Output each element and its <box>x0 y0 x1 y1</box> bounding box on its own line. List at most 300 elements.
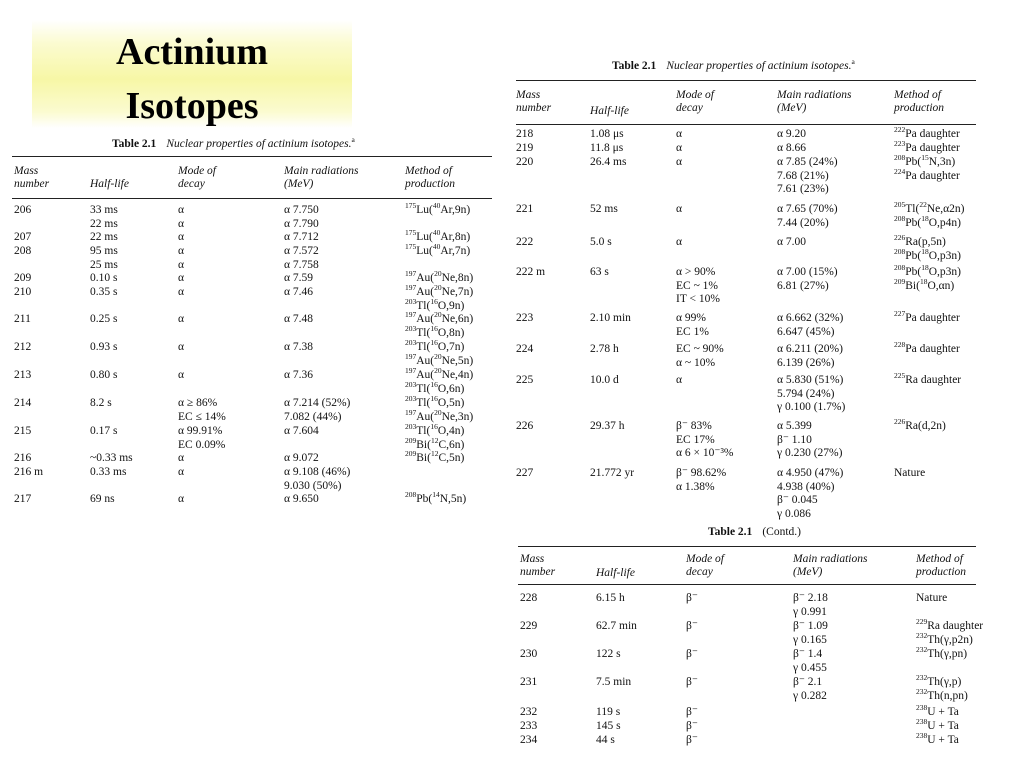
cell-line: α 7.59 <box>284 272 314 284</box>
cell-line: 214 <box>14 397 32 409</box>
table-row <box>12 366 492 395</box>
cell-half <box>90 245 118 272</box>
cell-mass <box>520 720 537 734</box>
table-caption <box>708 526 801 540</box>
isotope-table-continued <box>518 522 984 762</box>
cell-mode <box>676 420 733 461</box>
cell-line: 223 <box>516 312 534 324</box>
table-row <box>12 422 492 451</box>
table-caption-text: Nuclear properties of actinium isotopes. <box>166 138 352 150</box>
cell-line: 210 <box>14 286 32 298</box>
cell-line: 6.15 h <box>596 592 625 604</box>
cell-line: 224 <box>516 343 534 355</box>
cell-line: $^{197}$Au($^{20}$Ne,3n) <box>405 407 474 423</box>
cell-line: $^{226}$Ra(d,2n) <box>894 417 946 432</box>
cell-line: 0.10 s <box>90 272 118 284</box>
cell-line: 215 <box>14 425 32 437</box>
cell-mode <box>676 128 682 142</box>
cell-line: 222 <box>516 236 534 248</box>
cell-line: α <box>178 493 185 505</box>
cell-rad <box>284 493 319 507</box>
cell-line: 222 m <box>516 266 546 278</box>
cell-line: 11.8 μs <box>590 142 624 154</box>
cell-prod <box>894 233 961 263</box>
cell-rad <box>284 313 313 327</box>
cell-line: β⁻ 2.18 <box>793 592 828 604</box>
cell-prod <box>894 340 960 357</box>
cell-mode <box>178 341 184 355</box>
cell-half <box>596 676 631 690</box>
header-half-life: Half-life <box>90 178 129 190</box>
header-mass: Mass number <box>14 165 50 190</box>
table-row <box>12 283 492 312</box>
table-row <box>12 449 492 466</box>
cell-prod <box>916 617 984 647</box>
cell-line: 69 ns <box>90 493 115 505</box>
cell-line: $^{209}$Bi($^{18}$O,αn) <box>894 276 955 292</box>
cell-line: α <box>676 236 683 248</box>
cell-line: 7.5 min <box>596 676 632 688</box>
cell-line: IT < 10% <box>676 293 720 306</box>
cell-line: α <box>178 466 185 478</box>
cell-line: 217 <box>14 493 32 505</box>
table-row <box>12 201 492 230</box>
cell-rad <box>777 156 838 197</box>
cell-line: ~0.33 ms <box>90 452 133 464</box>
cell-line: β⁻ <box>686 734 698 746</box>
cell-mass <box>14 245 31 259</box>
table-row <box>516 153 976 196</box>
cell-mass <box>14 341 31 355</box>
cell-mode <box>178 313 184 327</box>
table-row <box>12 338 492 367</box>
cell-line: 145 s <box>596 720 621 732</box>
cell-line: $^{223}$Pa daughter <box>894 139 960 154</box>
cell-line: 2.78 h <box>590 343 619 355</box>
cell-half <box>590 374 619 388</box>
cell-mode <box>676 312 709 339</box>
cell-line: α <box>676 156 683 168</box>
table-rule-top <box>518 546 976 547</box>
cell-prod <box>405 449 465 466</box>
cell-line: β⁻ <box>686 720 698 732</box>
cell-line: β⁻ <box>686 676 698 688</box>
header-production: Method of production <box>405 165 456 190</box>
cell-line: 1.08 μs <box>590 128 624 140</box>
cell-half <box>596 734 615 748</box>
cell-line: 229 <box>520 620 538 632</box>
header-radiations: Main radiations (MeV) <box>284 165 359 190</box>
cell-line: 228 <box>520 592 538 604</box>
cell-rad <box>284 245 319 272</box>
slide-title <box>32 20 352 128</box>
cell-line: γ 0.282 <box>793 689 827 702</box>
cell-rad <box>793 620 828 647</box>
cell-line: $^{197}$Au($^{20}$Ne,4n) <box>405 366 474 381</box>
table-row <box>516 417 976 460</box>
cell-line: 22 ms <box>90 231 118 243</box>
cell-line: α <box>178 272 185 284</box>
cell-mode <box>686 706 698 720</box>
cell-half <box>590 236 612 250</box>
cell-line: $^{226}$Ra(p,5n) <box>894 233 946 248</box>
cell-line: 206 <box>14 204 32 216</box>
cell-line: Nature <box>894 467 926 479</box>
cell-line: α 6 × 10⁻³% <box>676 447 734 460</box>
cell-line: $^{208}$Pb($^{18}$O,p3n) <box>894 246 961 262</box>
cell-line: $^{203}$Tl($^{16}$O,6n) <box>405 379 465 395</box>
cell-line: α 9.072 <box>284 452 319 464</box>
cell-line: 207 <box>14 231 32 243</box>
cell-mode <box>676 142 682 156</box>
cell-line: $^{229}$Ra daughter <box>916 617 984 632</box>
table-row <box>516 340 976 369</box>
cell-mode <box>686 734 698 748</box>
cell-mass <box>520 592 537 606</box>
cell-line: $^{208}$Pb($^{15}$N,3n) <box>894 153 956 168</box>
cell-rad <box>284 397 350 424</box>
cell-mode <box>676 467 726 494</box>
cell-line: 9.030 (50%) <box>284 479 342 492</box>
cell-line: $^{232}$Th(γ,p2n) <box>916 630 973 646</box>
cell-mode <box>178 425 225 452</box>
cell-rad <box>777 374 845 415</box>
cell-mode <box>178 466 184 480</box>
table-rule-header <box>518 584 976 585</box>
cell-line: α 9.20 <box>777 128 807 140</box>
cell-rad <box>793 648 827 675</box>
cell-mass <box>14 452 31 466</box>
cell-prod <box>405 366 474 396</box>
cell-line: EC ≤ 14% <box>178 410 226 423</box>
cell-line: β⁻ 1.09 <box>793 620 828 632</box>
cell-line: $^{209}$Bi($^{12}$C,5n) <box>405 449 465 464</box>
cell-line: α 7.790 <box>284 217 319 230</box>
cell-half <box>90 313 117 327</box>
cell-mode <box>178 397 226 424</box>
table-row <box>518 592 976 618</box>
cell-line: α 99.91% <box>178 425 223 437</box>
cell-line: 230 <box>520 648 538 660</box>
cell-mass <box>516 467 533 481</box>
cell-mass <box>516 203 533 217</box>
cell-line: γ 0.991 <box>793 605 827 618</box>
cell-line: 0.80 s <box>90 369 118 381</box>
cell-mode <box>178 245 184 272</box>
cell-mass <box>520 734 537 748</box>
table-rule-header <box>12 198 492 199</box>
cell-prod <box>405 283 474 313</box>
cell-rad <box>777 312 843 339</box>
cell-half <box>90 341 117 355</box>
cell-line: EC ~ 1% <box>676 279 718 292</box>
cell-line: β⁻ 98.62% <box>676 467 727 479</box>
table-row <box>12 490 492 507</box>
cell-rad <box>793 592 828 619</box>
cell-line: 21.772 yr <box>590 467 635 479</box>
cell-half <box>596 720 621 734</box>
cell-line: β⁻ 83% <box>676 420 712 432</box>
cell-mass <box>516 374 533 388</box>
cell-line: α 7.758 <box>284 258 319 271</box>
cell-mass <box>516 128 533 142</box>
cell-line: 0.33 ms <box>90 466 127 478</box>
table-rule-header <box>516 124 976 125</box>
cell-mode <box>676 236 682 250</box>
cell-line: EC 1% <box>676 325 709 338</box>
cell-line: $^{208}$Pb($^{18}$O,p4n) <box>894 213 961 229</box>
header-mode: Mode of decay <box>676 89 715 114</box>
cell-line: 0.93 s <box>90 341 118 353</box>
cell-line: 2.10 min <box>590 312 631 324</box>
cell-line: 7.082 (44%) <box>284 410 342 423</box>
cell-mass <box>516 420 533 434</box>
table-caption <box>112 135 355 152</box>
cell-line: β⁻ <box>686 648 698 660</box>
cell-line: 62.7 min <box>596 620 637 632</box>
table-row <box>518 717 976 734</box>
cell-line: α <box>676 203 683 215</box>
cell-mode <box>676 203 682 217</box>
cell-line: 219 <box>516 142 534 154</box>
cell-line: α 6.211 (20%) <box>777 343 843 355</box>
cell-line: α 7.36 <box>284 369 314 381</box>
cell-line: 0.35 s <box>90 286 118 298</box>
cell-mode <box>676 343 724 370</box>
cell-line: α 7.38 <box>284 341 314 353</box>
table-row <box>518 617 984 646</box>
cell-line: α <box>676 128 683 140</box>
cell-line: α <box>178 245 185 257</box>
cell-mass <box>14 369 31 383</box>
cell-line: α 7.712 <box>284 231 319 243</box>
cell-line: α 7.572 <box>284 245 319 257</box>
cell-line: $^{208}$Pb($^{14}$N,5n) <box>405 490 467 505</box>
cell-line: α 4.950 (47%) <box>777 467 844 479</box>
cell-line: α 8.66 <box>777 142 807 154</box>
cell-line: $^{208}$Pb($^{18}$O,p3n) <box>894 263 961 278</box>
cell-rad <box>284 341 313 355</box>
cell-line: α 9.650 <box>284 493 319 505</box>
table-row <box>516 200 976 229</box>
cell-line: 22 ms <box>90 217 118 230</box>
table-row <box>518 731 976 748</box>
cell-line: α <box>178 313 185 325</box>
cell-line: $^{238}$U + Ta <box>916 731 959 746</box>
table-row <box>518 645 976 674</box>
cell-line: 63 s <box>590 266 609 278</box>
cell-half <box>590 266 609 280</box>
table-caption-note: a <box>851 57 855 67</box>
cell-line: 232 <box>520 706 538 718</box>
cell-line: 208 <box>14 245 32 257</box>
cell-line: 221 <box>516 203 534 215</box>
cell-mass <box>14 466 43 480</box>
cell-line: $^{227}$Pa daughter <box>894 309 960 324</box>
table-row <box>12 466 492 492</box>
cell-line: α <box>178 341 185 353</box>
cell-rad <box>284 204 319 231</box>
cell-line: $^{232}$Th(γ,pn) <box>916 645 968 660</box>
cell-line: 225 <box>516 374 534 386</box>
cell-line: α <box>178 231 185 243</box>
cell-half <box>590 142 623 156</box>
cell-mass <box>516 266 545 280</box>
header-radiations: Main radiations (MeV) <box>777 89 852 114</box>
cell-rad <box>284 286 313 300</box>
cell-line: α <box>178 452 185 464</box>
cell-line: $^{232}$Th(n,pn) <box>916 686 968 702</box>
cell-line: β⁻ 1.4 <box>793 648 823 660</box>
cell-rad <box>284 452 319 466</box>
cell-line: β⁻ <box>686 592 698 604</box>
cell-line: 218 <box>516 128 534 140</box>
cell-mode <box>686 720 698 734</box>
cell-line: 212 <box>14 341 32 353</box>
cell-half <box>90 286 117 300</box>
header-production: Method of production <box>894 89 945 114</box>
header-mass: Mass number <box>520 553 556 578</box>
cell-half <box>590 312 631 326</box>
cell-line: $^{232}$Th(γ,p) <box>916 673 962 688</box>
cell-line: $^{238}$U + Ta <box>916 703 959 718</box>
cell-line: $^{228}$Pa daughter <box>894 340 960 355</box>
cell-line: 234 <box>520 734 538 746</box>
cell-line: 4.938 (40%) <box>777 480 835 493</box>
cell-mode <box>178 452 184 466</box>
header-mass: Mass number <box>516 89 552 114</box>
table-row <box>516 139 976 156</box>
cell-line: α 1.38% <box>676 480 715 493</box>
cell-half <box>90 493 115 507</box>
cell-line: 6.139 (26%) <box>777 356 835 369</box>
cell-line: $^{203}$Tl($^{16}$O,4n) <box>405 422 465 437</box>
cell-line: $^{238}$U + Ta <box>916 717 959 732</box>
cell-mass <box>516 312 533 326</box>
cell-line: $^{197}$Au($^{20}$Ne,5n) <box>405 351 474 367</box>
cell-half <box>596 706 620 720</box>
cell-line: 10.0 d <box>590 374 619 386</box>
cell-half <box>596 592 625 606</box>
cell-line: β⁻ <box>686 620 698 632</box>
cell-mass <box>14 425 31 439</box>
cell-prod <box>405 394 474 424</box>
cell-line: 8.2 s <box>90 397 112 409</box>
cell-prod <box>894 417 946 434</box>
cell-line: 231 <box>520 676 538 688</box>
cell-line: $^{197}$Au($^{20}$Ne,8n) <box>405 269 474 284</box>
table-rule-top <box>516 80 976 81</box>
cell-rad <box>777 467 843 521</box>
cell-line: γ 0.165 <box>793 633 827 646</box>
cell-rad <box>284 369 313 383</box>
cell-mass <box>14 272 31 286</box>
cell-mass <box>14 204 31 218</box>
cell-line: $^{203}$Tl($^{16}$O,8n) <box>405 323 465 339</box>
cell-prod <box>405 310 474 340</box>
cell-line: α 7.214 (52%) <box>284 397 351 409</box>
cell-mode <box>178 272 184 286</box>
cell-mode <box>178 204 184 231</box>
cell-half <box>90 397 112 411</box>
cell-line: 209 <box>14 272 32 284</box>
cell-line: 7.44 (20%) <box>777 216 829 229</box>
cell-line: 233 <box>520 720 538 732</box>
cell-half <box>90 466 126 480</box>
cell-prod <box>894 200 965 230</box>
cell-half <box>590 203 618 217</box>
cell-line: 0.17 s <box>90 425 118 437</box>
table-caption-label: Table 2.1 <box>112 138 157 150</box>
cell-mass <box>14 397 31 411</box>
cell-mass <box>520 620 537 634</box>
cell-line: α <box>178 258 185 271</box>
cell-prod <box>916 731 959 748</box>
cell-line: 29.37 h <box>590 420 625 432</box>
table-caption-text: Nuclear properties of actinium isotopes. <box>666 60 852 72</box>
cell-line: 220 <box>516 156 534 168</box>
cell-rad <box>777 343 843 370</box>
cell-line: 7.68 (21%) <box>777 169 829 182</box>
cell-line: $^{197}$Au($^{20}$Ne,7n) <box>405 283 474 298</box>
cell-line: α <box>676 374 683 386</box>
cell-line: α 5.830 (51%) <box>777 374 844 386</box>
header-radiations: Main radiations (MeV) <box>793 553 868 578</box>
cell-mode <box>686 676 698 690</box>
cell-mass <box>14 231 31 245</box>
cell-half <box>596 620 637 634</box>
table-row <box>516 263 976 306</box>
cell-half <box>596 648 621 662</box>
cell-line: α <box>178 217 185 230</box>
cell-line: $^{203}$Tl($^{16}$O,7n) <box>405 338 465 353</box>
cell-line: $^{209}$Bi($^{12}$C,6n) <box>405 435 465 451</box>
cell-prod <box>916 592 947 606</box>
slide-title-line-1: Actinium <box>116 31 268 73</box>
cell-line: 33 ms <box>90 204 118 216</box>
cell-rad <box>777 420 842 461</box>
header-mode: Mode of decay <box>178 165 217 190</box>
cell-line: γ 0.455 <box>793 661 827 674</box>
cell-line: 227 <box>516 467 534 479</box>
cell-mode <box>676 374 682 388</box>
cell-rad <box>284 272 313 286</box>
cell-line: EC ~ 90% <box>676 343 724 355</box>
cell-line: $^{225}$Ra daughter <box>894 371 962 386</box>
cell-half <box>90 369 117 383</box>
cell-prod <box>894 371 962 388</box>
cell-prod <box>405 422 465 452</box>
cell-mass <box>516 236 533 250</box>
cell-mass <box>14 313 31 327</box>
cell-line: 25 ms <box>90 258 118 271</box>
isotope-table-left <box>12 136 492 520</box>
cell-line: 95 ms <box>90 245 118 257</box>
table-row <box>12 242 492 271</box>
cell-line: α <box>178 204 185 216</box>
cell-line: α <box>676 142 683 154</box>
table-caption-label: Table 2.1 <box>708 526 753 538</box>
cell-rad <box>777 203 838 230</box>
cell-rad <box>777 128 806 142</box>
cell-rad <box>777 266 838 293</box>
header-half-life: Half-life <box>590 105 629 117</box>
table-row <box>12 310 492 339</box>
cell-mass <box>516 343 533 357</box>
header-half-life: Half-life <box>596 567 635 579</box>
cell-line: 5.794 (24%) <box>777 387 835 400</box>
cell-line: EC 17% <box>676 433 715 446</box>
